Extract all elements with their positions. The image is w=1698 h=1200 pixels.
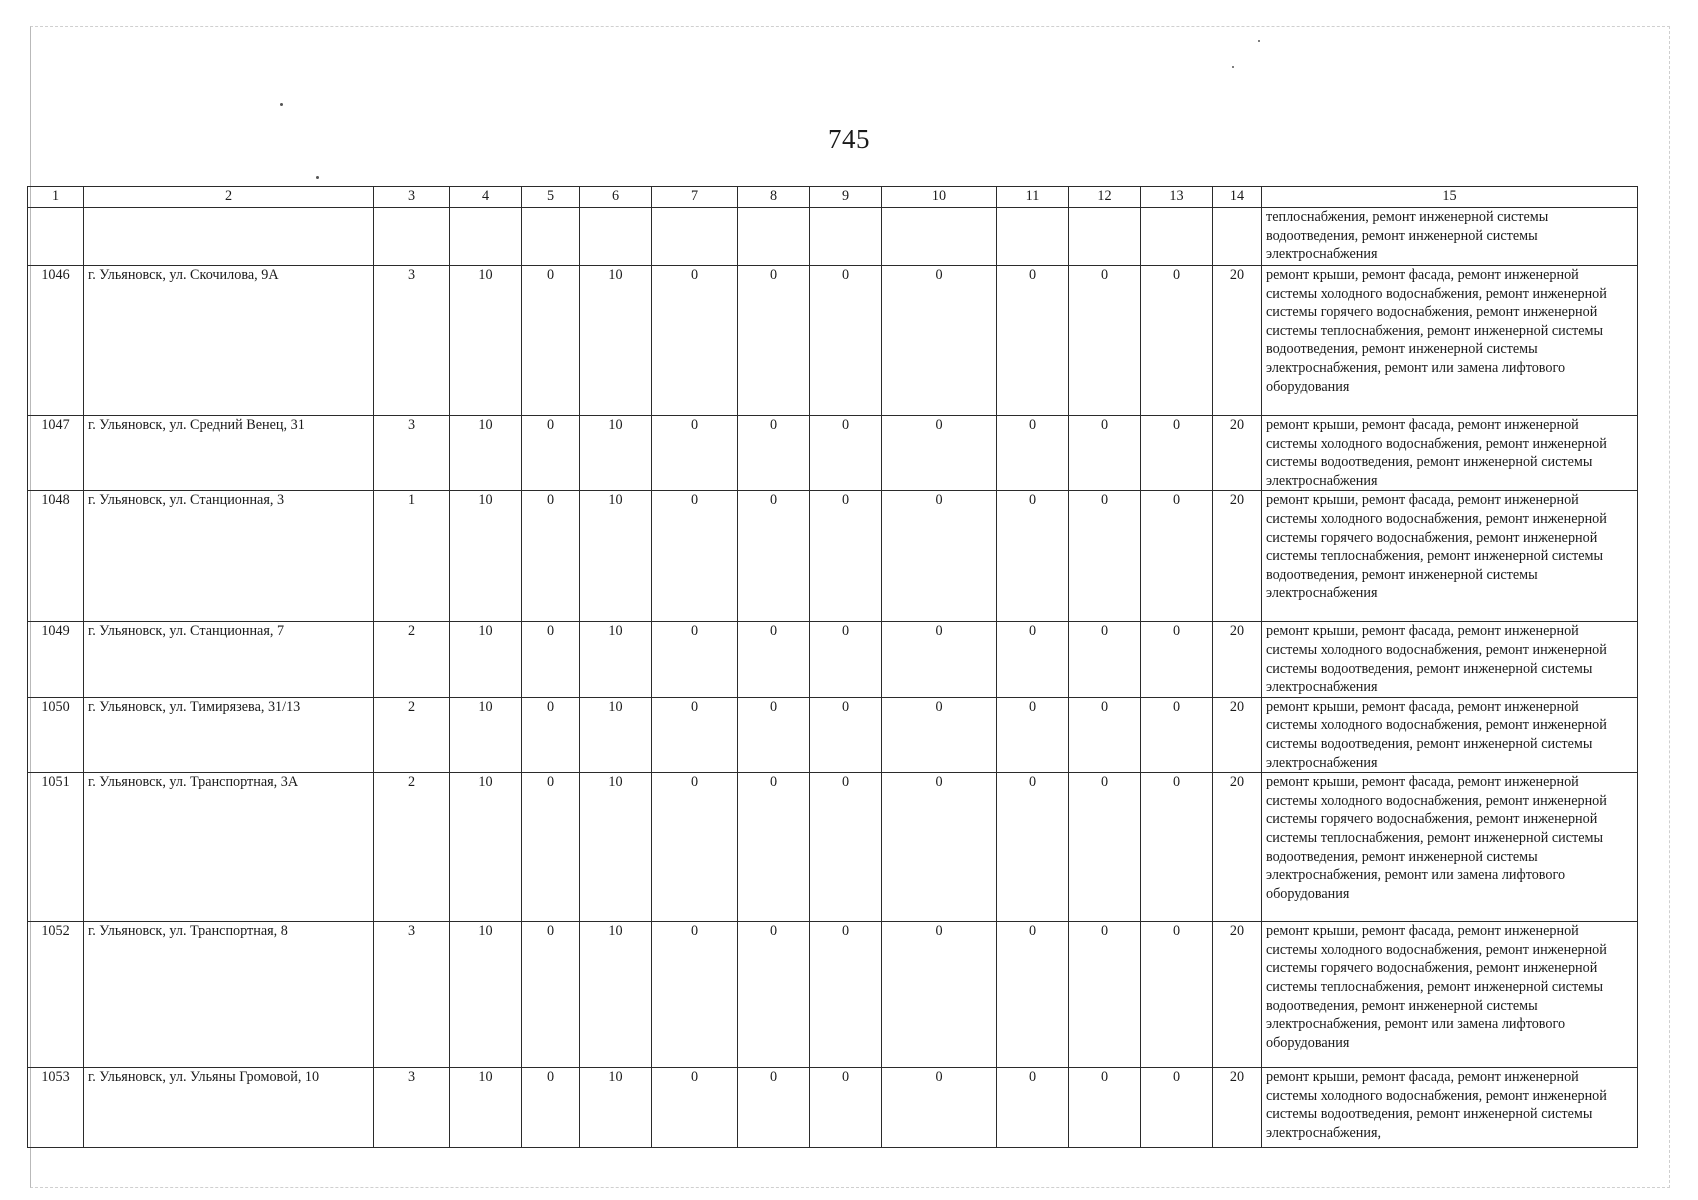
empty-cell [738, 208, 810, 266]
value-cell-col-14: 20 [1213, 266, 1262, 416]
table-row [28, 1068, 1638, 1148]
value-cell-col-3: 2 [374, 697, 450, 772]
column-header-9: 9 [810, 187, 882, 208]
empty-cell [84, 208, 374, 266]
value-cell-col-10: 0 [882, 491, 997, 622]
value-cell-col-4: 10 [450, 1068, 522, 1148]
value-cell-col-8: 0 [738, 622, 810, 697]
value-cell-col-4: 10 [450, 491, 522, 622]
value-cell-col-3: 2 [374, 622, 450, 697]
column-number-row [28, 187, 1638, 208]
value-cell-col-3: 3 [374, 922, 450, 1068]
value-cell-col-4: 10 [450, 622, 522, 697]
value-cell-col-13: 0 [1141, 266, 1213, 416]
value-cell-col-4: 10 [450, 416, 522, 491]
row-number-cell: 1050 [28, 697, 84, 772]
scan-speck [1232, 66, 1234, 68]
value-cell-col-9: 0 [810, 773, 882, 922]
table-row [28, 266, 1638, 416]
value-cell-col-9: 0 [810, 697, 882, 772]
value-cell-col-8: 0 [738, 697, 810, 772]
column-header-11: 11 [997, 187, 1069, 208]
value-cell-col-3: 3 [374, 1068, 450, 1148]
value-cell-col-14: 20 [1213, 491, 1262, 622]
column-header-10: 10 [882, 187, 997, 208]
column-header-13: 13 [1141, 187, 1213, 208]
value-cell-col-3: 3 [374, 266, 450, 416]
value-cell-col-7: 0 [652, 622, 738, 697]
value-cell-col-9: 0 [810, 491, 882, 622]
value-cell-col-11: 0 [997, 416, 1069, 491]
value-cell-col-5: 0 [522, 266, 580, 416]
empty-cell [450, 208, 522, 266]
value-cell-col-6: 10 [580, 622, 652, 697]
scan-speck [1258, 40, 1260, 42]
column-header-3: 3 [374, 187, 450, 208]
value-cell-col-13: 0 [1141, 773, 1213, 922]
value-cell-col-9: 0 [810, 416, 882, 491]
works-cell: ремонт крыши, ремонт фасада, ремонт инженерной системы холодного водоснабжения, ремонт инженерной системы водоотведения, ремонт инженерной системы электроснабжения [1262, 416, 1638, 491]
value-cell-col-3: 3 [374, 416, 450, 491]
value-cell-col-4: 10 [450, 773, 522, 922]
value-cell-col-10: 0 [882, 1068, 997, 1148]
value-cell-col-11: 0 [997, 622, 1069, 697]
value-cell-col-12: 0 [1069, 697, 1141, 772]
table-row [28, 491, 1638, 622]
value-cell-col-3: 1 [374, 491, 450, 622]
value-cell-col-5: 0 [522, 416, 580, 491]
column-header-4: 4 [450, 187, 522, 208]
works-cell: ремонт крыши, ремонт фасада, ремонт инженерной системы холодного водоснабжения, ремонт инженерной системы горячего водоснабжения, ремонт инженерной системы теплоснабжения, ремонт инженерной системы водоотведения, ремонт инженерной системы электроснабжения, ремонт или замена лифтового оборудования [1262, 922, 1638, 1068]
value-cell-col-5: 0 [522, 697, 580, 772]
address-cell: г. Ульяновск, ул. Скочилова, 9А [84, 266, 374, 416]
value-cell-col-10: 0 [882, 773, 997, 922]
value-cell-col-4: 10 [450, 697, 522, 772]
column-header-15: 15 [1262, 187, 1638, 208]
value-cell-col-8: 0 [738, 773, 810, 922]
value-cell-col-7: 0 [652, 1068, 738, 1148]
row-number-cell: 1052 [28, 922, 84, 1068]
address-cell: г. Ульяновск, ул. Транспортная, 3А [84, 773, 374, 922]
value-cell-col-14: 20 [1213, 773, 1262, 922]
value-cell-col-11: 0 [997, 491, 1069, 622]
value-cell-col-12: 0 [1069, 1068, 1141, 1148]
value-cell-col-8: 0 [738, 416, 810, 491]
empty-cell [374, 208, 450, 266]
value-cell-col-10: 0 [882, 622, 997, 697]
table-row [28, 773, 1638, 922]
address-cell: г. Ульяновск, ул. Средний Венец, 31 [84, 416, 374, 491]
address-cell: г. Ульяновск, ул. Станционная, 7 [84, 622, 374, 697]
empty-cell [1141, 208, 1213, 266]
scan-speck [316, 176, 319, 179]
empty-cell [652, 208, 738, 266]
page-number: 745 [828, 124, 870, 154]
row-number-cell: 1051 [28, 773, 84, 922]
value-cell-col-10: 0 [882, 266, 997, 416]
value-cell-col-5: 0 [522, 773, 580, 922]
value-cell-col-7: 0 [652, 697, 738, 772]
column-header-5: 5 [522, 187, 580, 208]
empty-cell [997, 208, 1069, 266]
value-cell-col-6: 10 [580, 491, 652, 622]
value-cell-col-10: 0 [882, 922, 997, 1068]
column-header-7: 7 [652, 187, 738, 208]
value-cell-col-5: 0 [522, 491, 580, 622]
column-header-1: 1 [28, 187, 84, 208]
value-cell-col-9: 0 [810, 922, 882, 1068]
value-cell-col-11: 0 [997, 697, 1069, 772]
value-cell-col-7: 0 [652, 922, 738, 1068]
column-header-2: 2 [84, 187, 374, 208]
address-cell: г. Ульяновск, ул. Транспортная, 8 [84, 922, 374, 1068]
works-cell: ремонт крыши, ремонт фасада, ремонт инженерной системы холодного водоснабжения, ремонт инженерной системы горячего водоснабжения, ремонт инженерной системы теплоснабжения, ремонт инженерной системы водоотведения, ремонт инженерной системы электроснабжения [1262, 491, 1638, 622]
works-cell: ремонт крыши, ремонт фасада, ремонт инженерной системы холодного водоснабжения, ремонт инженерной системы горячего водоснабжения, ремонт инженерной системы теплоснабжения, ремонт инженерной системы водоотведения, ремонт инженерной системы электроснабжения, ремонт или замена лифтового оборудования [1262, 773, 1638, 922]
empty-cell [1213, 208, 1262, 266]
row-number-cell: 1046 [28, 266, 84, 416]
column-header-12: 12 [1069, 187, 1141, 208]
scan-speck [280, 103, 283, 106]
value-cell-col-6: 10 [580, 697, 652, 772]
row-number-cell: 1048 [28, 491, 84, 622]
value-cell-col-14: 20 [1213, 416, 1262, 491]
value-cell-col-9: 0 [810, 266, 882, 416]
value-cell-col-6: 10 [580, 266, 652, 416]
column-header-8: 8 [738, 187, 810, 208]
empty-cell [882, 208, 997, 266]
value-cell-col-6: 10 [580, 1068, 652, 1148]
table-row [28, 922, 1638, 1068]
value-cell-col-13: 0 [1141, 922, 1213, 1068]
value-cell-col-9: 0 [810, 622, 882, 697]
value-cell-col-8: 0 [738, 1068, 810, 1148]
value-cell-col-8: 0 [738, 491, 810, 622]
address-cell: г. Ульяновск, ул. Тимирязева, 31/13 [84, 697, 374, 772]
value-cell-col-11: 0 [997, 266, 1069, 416]
value-cell-col-12: 0 [1069, 773, 1141, 922]
value-cell-col-14: 20 [1213, 697, 1262, 772]
value-cell-col-7: 0 [652, 266, 738, 416]
empty-cell [810, 208, 882, 266]
value-cell-col-14: 20 [1213, 1068, 1262, 1148]
value-cell-col-3: 2 [374, 773, 450, 922]
value-cell-col-11: 0 [997, 1068, 1069, 1148]
table-row [28, 697, 1638, 772]
value-cell-col-12: 0 [1069, 416, 1141, 491]
value-cell-col-14: 20 [1213, 922, 1262, 1068]
value-cell-col-10: 0 [882, 697, 997, 772]
table-row [28, 622, 1638, 697]
table-row [28, 416, 1638, 491]
value-cell-col-12: 0 [1069, 491, 1141, 622]
value-cell-col-9: 0 [810, 1068, 882, 1148]
works-cell: теплоснабжения, ремонт инженерной системы водоотведения, ремонт инженерной системы электроснабжения [1262, 208, 1638, 266]
housing-repair-table [27, 186, 1638, 1148]
value-cell-col-13: 0 [1141, 697, 1213, 772]
column-header-14: 14 [1213, 187, 1262, 208]
row-number-cell: 1049 [28, 622, 84, 697]
value-cell-col-14: 20 [1213, 622, 1262, 697]
empty-cell [522, 208, 580, 266]
empty-cell [1069, 208, 1141, 266]
value-cell-col-13: 0 [1141, 491, 1213, 622]
value-cell-col-13: 0 [1141, 622, 1213, 697]
value-cell-col-10: 0 [882, 416, 997, 491]
value-cell-col-8: 0 [738, 266, 810, 416]
empty-cell [28, 208, 84, 266]
value-cell-col-6: 10 [580, 416, 652, 491]
works-cell: ремонт крыши, ремонт фасада, ремонт инженерной системы холодного водоснабжения, ремонт инженерной системы водоотведения, ремонт инженерной системы электроснабжения [1262, 697, 1638, 772]
value-cell-col-7: 0 [652, 416, 738, 491]
works-cell: ремонт крыши, ремонт фасада, ремонт инженерной системы холодного водоснабжения, ремонт инженерной системы водоотведения, ремонт инженерной системы электроснабжения [1262, 622, 1638, 697]
value-cell-col-6: 10 [580, 922, 652, 1068]
value-cell-col-5: 0 [522, 1068, 580, 1148]
value-cell-col-8: 0 [738, 922, 810, 1068]
value-cell-col-13: 0 [1141, 1068, 1213, 1148]
address-cell: г. Ульяновск, ул. Ульяны Громовой, 10 [84, 1068, 374, 1148]
empty-cell [580, 208, 652, 266]
value-cell-col-4: 10 [450, 922, 522, 1068]
value-cell-col-6: 10 [580, 773, 652, 922]
row-number-cell: 1053 [28, 1068, 84, 1148]
value-cell-col-13: 0 [1141, 416, 1213, 491]
value-cell-col-12: 0 [1069, 922, 1141, 1068]
value-cell-col-7: 0 [652, 491, 738, 622]
value-cell-col-12: 0 [1069, 622, 1141, 697]
column-header-6: 6 [580, 187, 652, 208]
value-cell-col-5: 0 [522, 622, 580, 697]
works-cell: ремонт крыши, ремонт фасада, ремонт инженерной системы холодного водоснабжения, ремонт инженерной системы водоотведения, ремонт инженерной системы электроснабжения, [1262, 1068, 1638, 1148]
value-cell-col-5: 0 [522, 922, 580, 1068]
value-cell-col-11: 0 [997, 773, 1069, 922]
address-cell: г. Ульяновск, ул. Станционная, 3 [84, 491, 374, 622]
value-cell-col-12: 0 [1069, 266, 1141, 416]
continuation-row [28, 208, 1638, 266]
row-number-cell: 1047 [28, 416, 84, 491]
works-cell: ремонт крыши, ремонт фасада, ремонт инженерной системы холодного водоснабжения, ремонт инженерной системы горячего водоснабжения, ремонт инженерной системы теплоснабжения, ремонт инженерной системы водоотведения, ремонт инженерной системы электроснабжения, ремонт или замена лифтового оборудования [1262, 266, 1638, 416]
value-cell-col-4: 10 [450, 266, 522, 416]
value-cell-col-11: 0 [997, 922, 1069, 1068]
value-cell-col-7: 0 [652, 773, 738, 922]
